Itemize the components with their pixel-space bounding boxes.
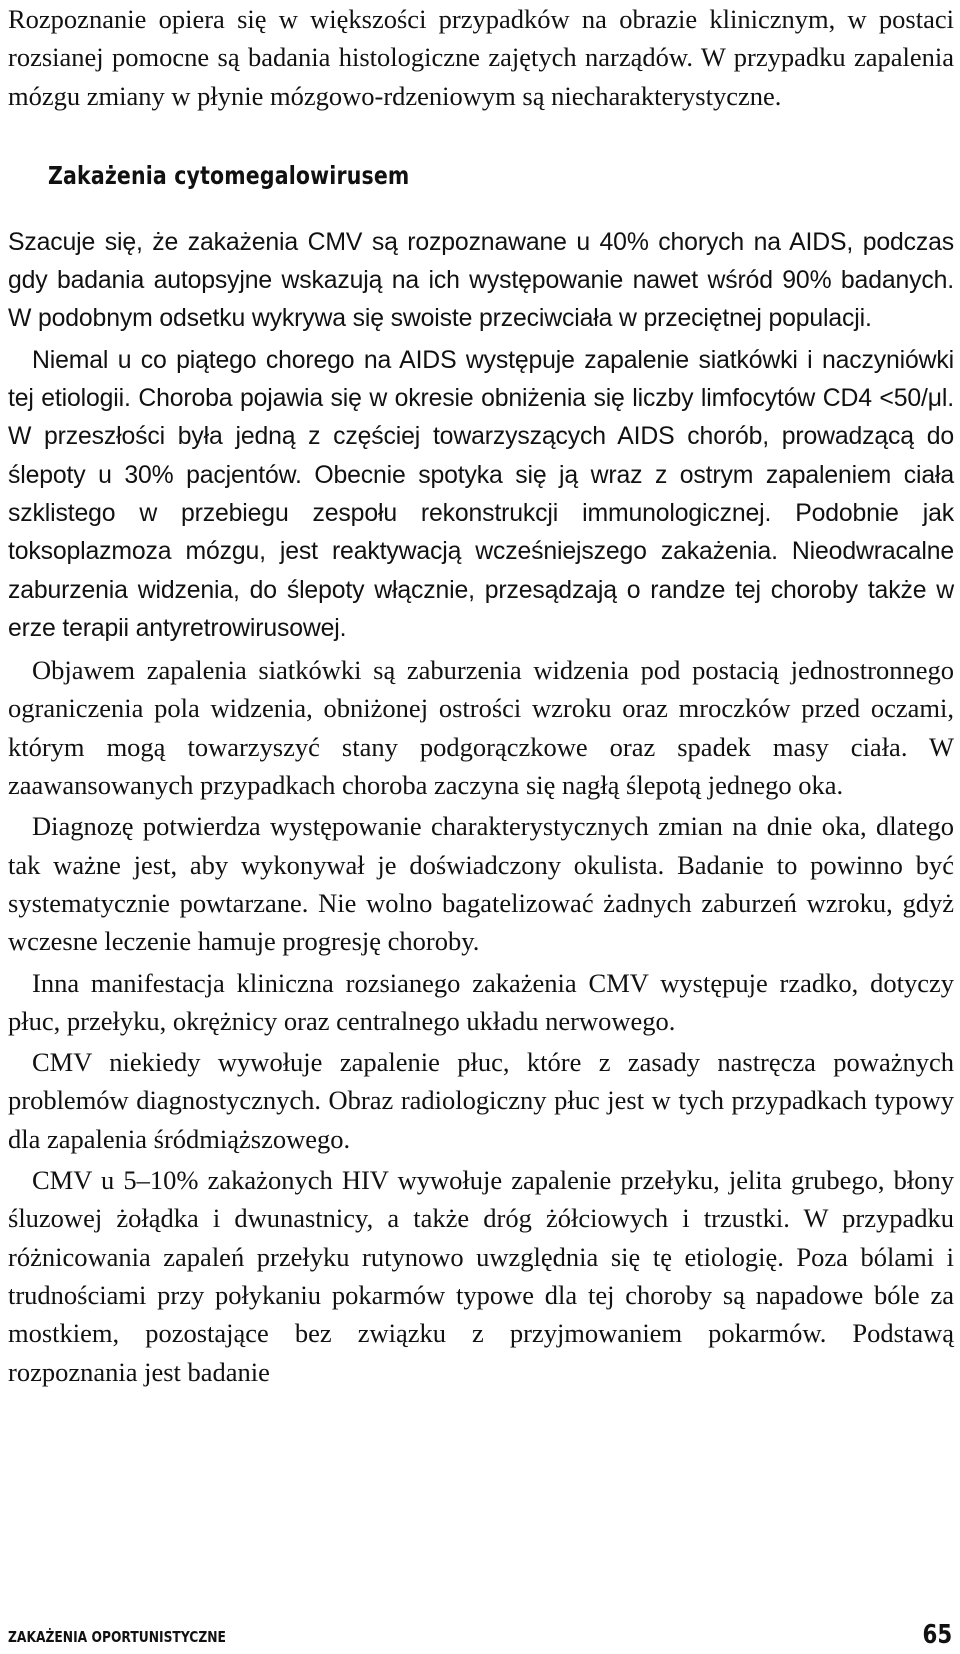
section-heading: Zakażenia cytomegalowirusem [48,160,410,190]
running-head: ZAKAŻENIA OPORTUNISTYCZNE [8,1628,226,1646]
paragraph-3: Objawem zapalenia siatkówki są zaburzenia widzenia pod postacią jednostronnego ograniczenia pola widzenia, obniżonej ostrości wzroku oraz mroczków przed oczami, którym mogą towarzyszyć stany podgorączkowe oraz spadek masy ciała. W zaawansowanych przypadkach choroba zaczyna się nagłą ślepotą jednego oka. [8,655,954,801]
intro-paragraph: Rozpoznanie opiera się w większości przypadków na obrazie klinicznym, w postaci rozsianej pomocne są badania histologiczne zajętych narządów. W przypadku zapalenia mózgu zmiany w płynie mózgowo-rdzeniowym są niecharakterystyczne. [8,4,954,111]
page-content [8,0,954,1391]
paragraph-5: Inna manifestacja kliniczna rozsianego zakażenia CMV występuje rzadko, dotyczy płuc, przełyku, okrężnicy oraz centralnego układu nerwowego. [8,967,954,1036]
paragraph-2: Niemal u co piątego chorego na AIDS występuje zapalenie siatkówki i naczyniówki tej etiologii. Choroba pojawia się w okresie obniżenia się liczby limfocytów CD4 <50/μl. W przeszłości była jedną z częściej towarzyszących AIDS chorób, prowadzącą do ślepoty u 30% pacjentów. Obecnie spotyka się ją wraz z ostrym zapaleniem ciała szklistego w przebiegu zespołu rekonstrukcji immunologicznej. Podobnie jak toksoplazmoza mózgu, jest reaktywacją wcześniejszego zakażenia. Nieodwracalne zaburzenia widzenia, do ślepoty włącznie, przesądzają o randze tej choroby także w erze terapii antyretrowirusowej. [8,346,954,642]
paragraph-7: CMV u 5–10% zakażonych HIV wywołuje zapalenie przełyku, jelita grubego, błony śluzowej żołądka i dwunastnicy, a także dróg żółciowych i trzustki. W przypadku różnicowania zapaleń przełyku rutynowo uwzględnia się tę etiologię. Poza bólami i trudnościami przy połykaniu pokarmów typowe dla tej choroby są napadowe bóle za mostkiem, pozostające bez związku z przyjmowaniem pokarmów. Podstawą rozpoznania jest badanie [8,1165,954,1387]
paragraph-1: Szacuje się, że zakażenia CMV są rozpoznawane u 40% chorych na AIDS, podczas gdy badania autopsyjne wskazują na ich występowanie nawet wśród 90% badanych. W podobnym odsetku wykrywa się swoiste przeciwciała w przeciętnej populacji. [8,228,954,333]
page-number: 65 [922,1620,952,1650]
paragraph-6: CMV niekiedy wywołuje zapalenie płuc, które z zasady nastręcza poważnych problemów diagnostycznych. Obraz radiologiczny płuc jest w tych przypadkach typowy dla zapalenia śródmiąższowego. [8,1047,954,1154]
page-footer [8,1612,952,1652]
paragraph-4: Diagnozę potwierdza występowanie charakterystycznych zmian na dnie oka, dlatego tak ważne jest, aby wykonywał je doświadczony okulista. Badanie to powinno być systematycznie powtarzane. Nie wolno bagatelizować żadnych zaburzeń wzroku, gdyż wczesne leczenie hamuje progresję choroby. [8,811,954,957]
